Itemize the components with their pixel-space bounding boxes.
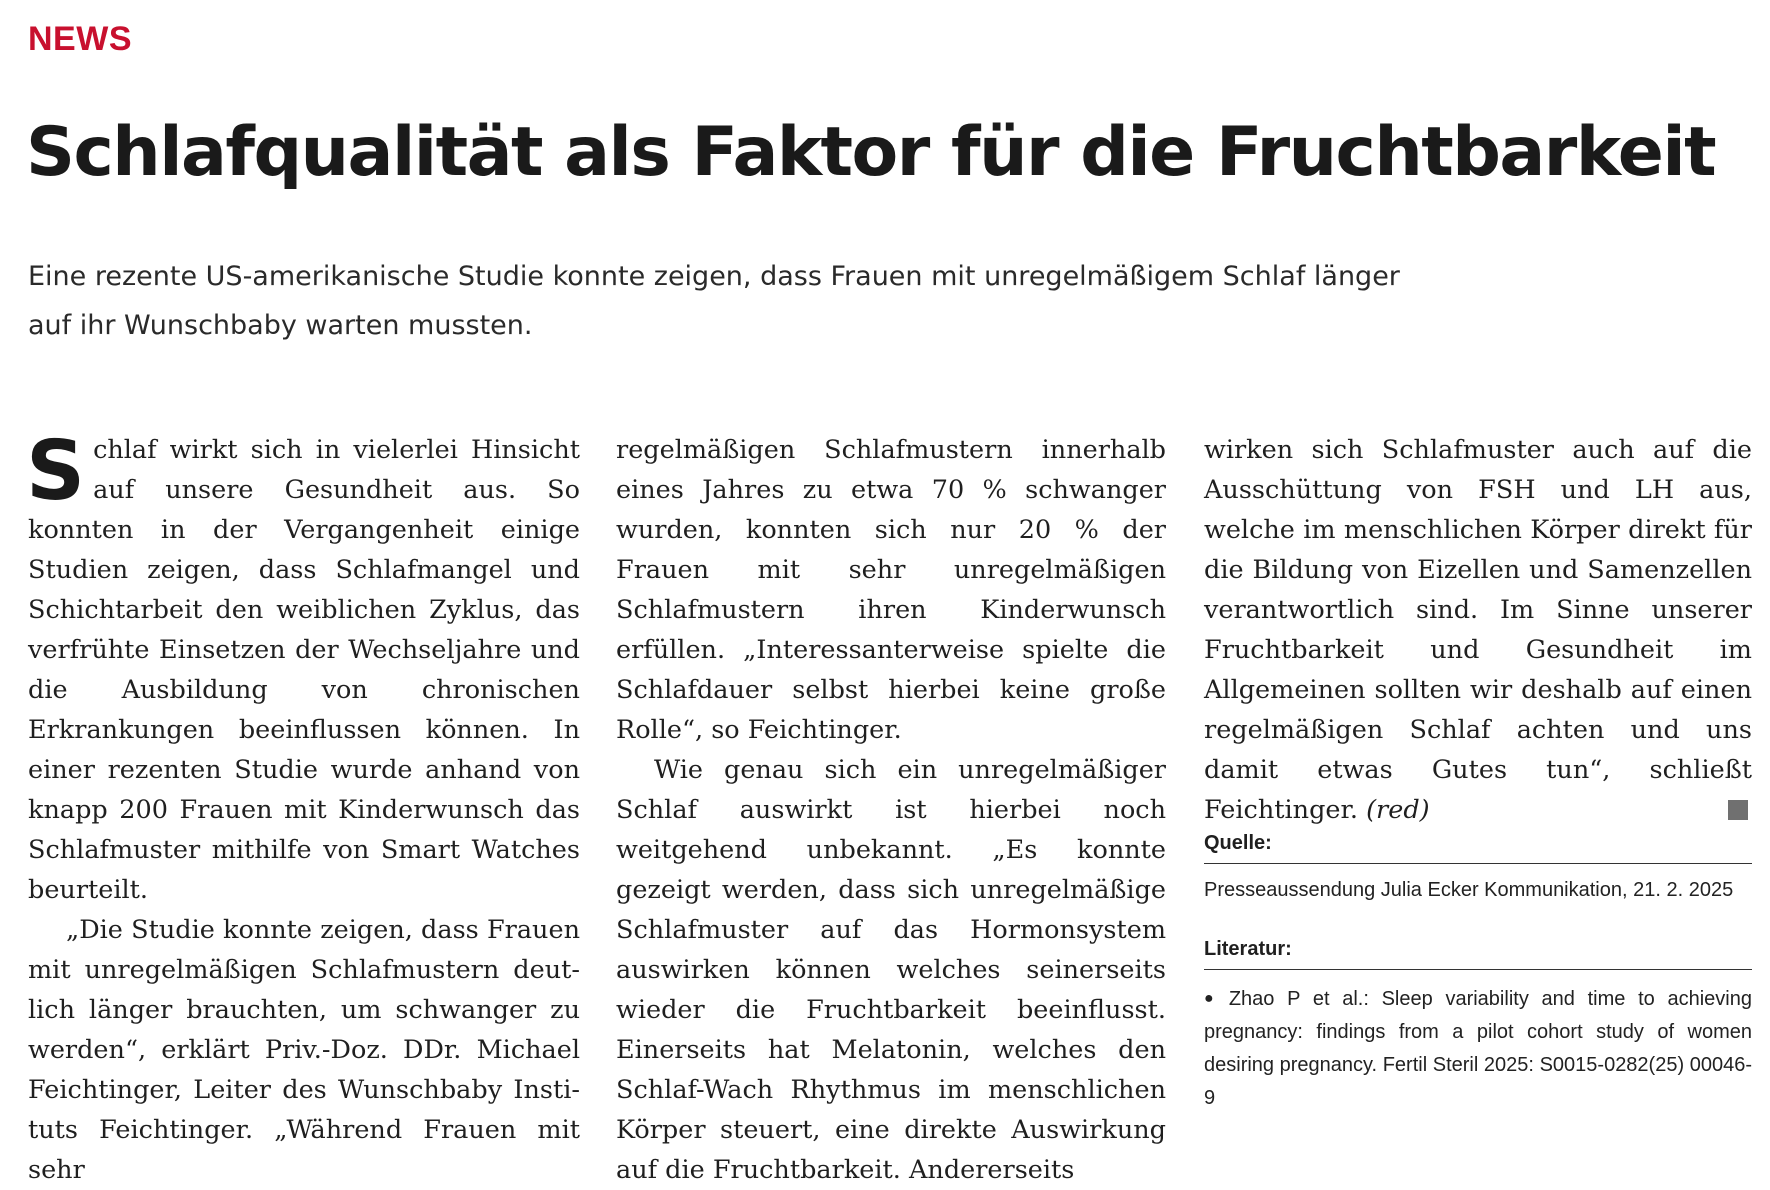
bullet-icon: ●: [1204, 990, 1221, 1007]
literature-entry: [1204, 982, 1752, 1115]
literature-citation: Zhao P et al.: Sleep variability and time to achieving pregnancy: findings from a pilot cohort study of women desiring pregnancy. Fertil Steril 2025: S0015-0282(25) 00046-9: [1204, 988, 1752, 1109]
article-column-3: [1204, 430, 1752, 830]
paragraph-3-start: Wie genau sich ein unregelmäßiger Schlaf auswirkt ist hierbei noch weitgehend unbekannt. „Es konnte gezeigt werden, dass sich unregelmäßige Schlafmuster auf das Hormonsystem auswirken können welches seinerseits wieder die Fruchtbarkeit beeinflusst. Einerseits hat Melatonin, welches den Schlaf-Wach Rhythmus im menschlichen Körper steuert, eine direkte Auswirkung auf die Fruchtbarkeit. Andererseits: [616, 755, 1166, 1185]
article-column-2: [616, 430, 1166, 1190]
source-box: [1204, 832, 1752, 904]
paragraph-2-start: „Die Studie konnte zeigen, dass Frauen mit unregelmäßigen Schlafmustern deutlich länger brauchten, um schwanger zu werden“, erklärt Priv.-Doz. DDr. Michael Feichtinger, Leiter des Wunschbaby Instituts Feichtinger. „Während Frauen mit sehr: [28, 915, 580, 1185]
article-headline: Schlafqualität als Faktor für die Fruchtbarkeit: [26, 113, 1716, 192]
drop-cap: S: [26, 424, 86, 519]
section-kicker: NEWS: [28, 20, 132, 58]
literature-title: Literatur:: [1204, 938, 1752, 970]
article-end-mark-icon: [1728, 800, 1748, 820]
paragraph-3-text: wirken sich Schlafmuster auch auf die Ausschüttung von FSH und LH aus, welche im menschlichen Körper direkt für die Bildung von Eizellen und Samenzellen verantwortlich sind. Im Sinne unserer Fruchtbarkeit und Gesundheit im Allgemeinen sollten wir deshalb auf einen regelmäßigen Schlaf achten und uns damit etwas Gutes tun“, schließt Feichtinger.: [1204, 435, 1752, 825]
paragraph-3-continued: [1204, 430, 1752, 830]
literature-box: [1204, 938, 1752, 1115]
paragraph-1: [26, 424, 580, 910]
paragraph-2-continued: regelmäßigen Schlafmustern innerhalb eines Jahres zu etwa 70 % schwanger wurden, konnten sich nur 20 % der Frauen mit sehr unregelmäßigen Schlafmustern ihren Kinderwunsch erfüllen. „Interessanterweise spielte die Schlafdauer selbst hierbei keine große Rolle“, so Feichtinger.: [616, 435, 1166, 745]
paragraph-1-text: chlaf wirkt sich in vielerlei Hinsicht auf unsere Gesundheit aus. So konnten in der Vergangenheit einige Studien zeigen, dass Schlafmangel und Schichtarbeit den weiblichen Zyklus, das verfrühte Einsetzen der Wechseljahre und die Ausbildung von chronischen Erkrankungen beeinflussen können. In einer rezenten Studie wurde anhand von knapp 200 Frauen mit Kinderwunsch das Schlafmuster mithilfe von Smart Watches beurteilt.: [28, 435, 580, 905]
author-sign: (red): [1366, 795, 1430, 825]
source-text: Presseaussendung Julia Ecker Kommunikation, 21. 2. 2025: [1204, 879, 1734, 901]
article-column-1: [26, 424, 580, 1190]
article-lead: Eine rezente US-amerikanische Studie konnte zeigen, dass Frauen mit unregelmäßigem Schlaf länger auf ihr Wunschbaby warten mussten.: [28, 261, 1400, 341]
source-title: Quelle:: [1204, 832, 1752, 864]
